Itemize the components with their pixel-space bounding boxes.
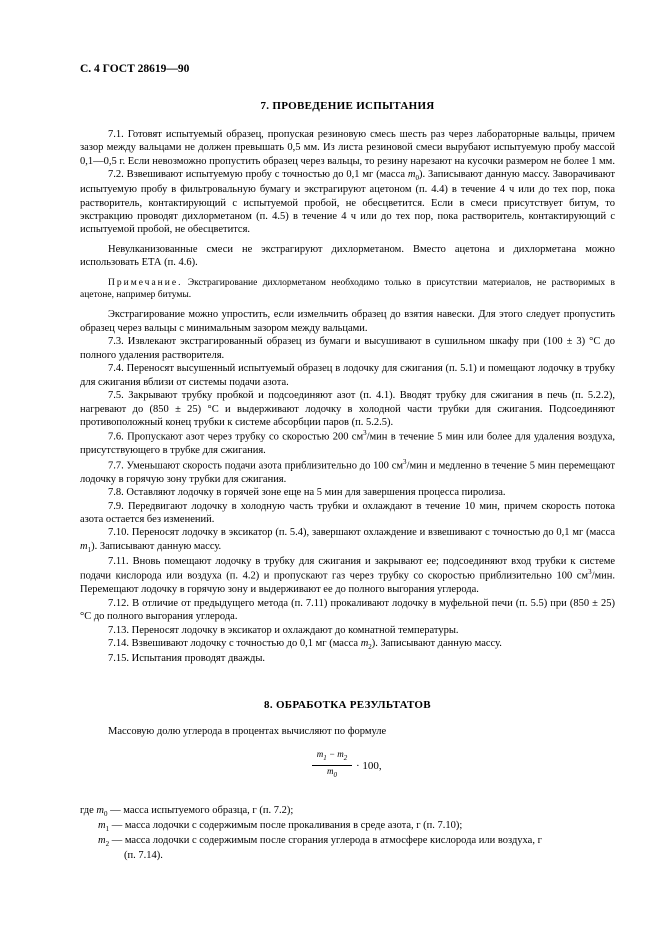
formula-numerator: $m_1 - m_2$ xyxy=(312,750,352,765)
variable-definitions xyxy=(80,804,615,863)
note-text: Экстрагирование дихлорметаном необходимо только в присутствии материалов, не растворимых в ацетоне, например битумы. xyxy=(80,277,615,301)
paragraph-7-5: 7.5. Закрывают трубку пробкой и подсоединяют азот (п. 4.1). Вводят трубку для сжигания в печь (п. 5.2.2), нагревают до (850 ± 25) °С и выдерживают лодочку в холодной части трубки для сжигания. Подсоединяют противоположный конец трубки к системе абсорбции паров (п. 5.2.5). xyxy=(80,390,615,428)
definition-m1: $m_1$ — масса лодочки с содержимым после прокаливания в среде азота, г (п. 7.10); xyxy=(98,820,463,834)
paragraph-7-4: 7.4. Переносят высушенный испытуемый образец в лодочку для сжигания (п. 5.1) и помещают лодочку в трубку для сжигания вблизи от системы подачи азота. xyxy=(80,363,615,388)
note xyxy=(80,277,615,302)
note-label: Примечание. xyxy=(108,277,183,288)
definition-m0: где $m_0$ — масса испытуемого образца, г (п. 7.2); xyxy=(80,805,294,819)
section-8-title: 8. ОБРАБОТКА РЕЗУЛЬТАТОВ xyxy=(264,698,431,711)
paragraph-uncured: Невулканизованные смеси не экстрагируют дихлорметаном. Вместо ацетона и дихлорметана можно использовать ЕТА (п. 4.6). xyxy=(80,243,615,269)
paragraph-7-7: 7.7. Уменьшают скорость подачи азота приблизительно до 100 $см^3$/мин и медленно в течение 5 мин перемещают лодочку в горячую зону трубки для сжигания. xyxy=(80,457,615,485)
definition-m2: $m_2$ — масса лодочки с содержимым после сгорания углерода в атмосфере кислорода или воздуха, г xyxy=(98,835,542,849)
paragraph-7-13: 7.13. Переносят лодочку в эксикатор и охлаждают до комнатной температуры. xyxy=(108,624,459,636)
paragraph-7-9: 7.9. Передвигают лодочку в холодную часть трубки и охлаждают в течение 10 мин, причем скорость потока азота остается без изменений. xyxy=(80,500,615,526)
definition-m2-continued: (п. 7.14). xyxy=(124,850,163,862)
formula xyxy=(80,750,615,796)
formula-denominator: $m_0$ xyxy=(327,765,337,779)
paragraph-7-15: 7.15. Испытания проводят дважды. xyxy=(108,653,266,665)
formula-multiplier: · 100, xyxy=(356,760,382,773)
formula-intro: Массовую долю углерода в процентах вычисляют по формуле xyxy=(108,725,387,737)
section-7-title: 7. ПРОВЕДЕНИЕ ИСПЫТАНИЯ xyxy=(260,99,435,112)
paragraph-7-1: 7.1. Готовят испытуемый образец, пропуская резиновую смесь шесть раз через лабораторные вальцы, причем зазор между вальцами не должен превышать 0,5 мм. Из листа резиновой смеси вырубают испытуемую пробу массой 0,1—0,5 г. Если невозможно пропустить образец через вальцы, то резину нарезают на кусочки размером не более 1 мм. xyxy=(80,128,615,167)
paragraph-7-8: 7.8. Оставляют лодочку в горячей зоне еще на 5 мин для завершения процесса пиролиза. xyxy=(108,487,506,499)
running-header: С. 4 ГОСТ 28619—90 xyxy=(80,63,190,75)
document-page xyxy=(80,62,615,863)
paragraph-simplify: Экстрагирование можно упростить, если измельчить образец до взятия навески. Для этого следует пропустить образец через вальцы с минимальным зазором между вальцами. xyxy=(80,309,615,334)
paragraph-7-11: 7.11. Вновь помещают лодочку в трубку для сжигания и закрывают ее; подсоединяют вход трубки к системе подачи кислорода или воздуха (п. 4.2) и пропускают газ через трубку со скоростью приблизительно 100 $см^3$/мин. Перемещают лодочку в горячую зону и выдерживают ее до полного выгорания углерода. xyxy=(80,555,615,596)
paragraph-7-12: 7.12. В отличие от предыдущего метода (п. 7.11) прокаливают лодочку в муфельной печи (п. 5.5) при (850 ± 25) °С до полного выгорания углерода. xyxy=(80,597,615,623)
paragraph-7-6: 7.6. Пропускают азот через трубку со скоростью 200 $см^3$/мин в течение 5 мин или более для удаления воздуха, присутствующего в трубке для сжигания. xyxy=(80,429,616,457)
paragraph-7-3: 7.3. Извлекают экстрагированный образец из бумаги и высушивают в сушильном шкафу при (100 ± 3) °С до полного удаления растворителя. xyxy=(80,336,615,361)
paragraph-7-10: 7.10. Переносят лодочку в эксикатор (п. 5.4), завершают охлаждение и взвешивают с точностью до 0,1 мг (масса $m_1$). Записывают данную массу. xyxy=(80,527,615,554)
paragraph-7-14: 7.14. Взвешивают лодочку с точностью до 0,1 мг (масса $m_2$). Записывают данную массу. xyxy=(108,638,502,652)
formula-fraction xyxy=(312,750,352,779)
paragraph-7-2: 7.2. Взвешивают испытуемую пробу с точностью до 0,1 мг (масса $m_0$). Записывают данную массу. Заворачивают испытуемую пробу в фильтровальную бумагу и экстрагируют ацетоном (п. 4.4) в течение 4 ч или до тех пор, пока растворитель, контактирующий с испытуемой пробой, не обесцветится. Если в смеси присутствует битум, то экстракцию проводят дихлорметаном (п. 4.5) в течение 4 ч или до тех пор, пока растворитель, контактирующий с испытуемой пробой, не обесцветится. xyxy=(80,169,615,236)
